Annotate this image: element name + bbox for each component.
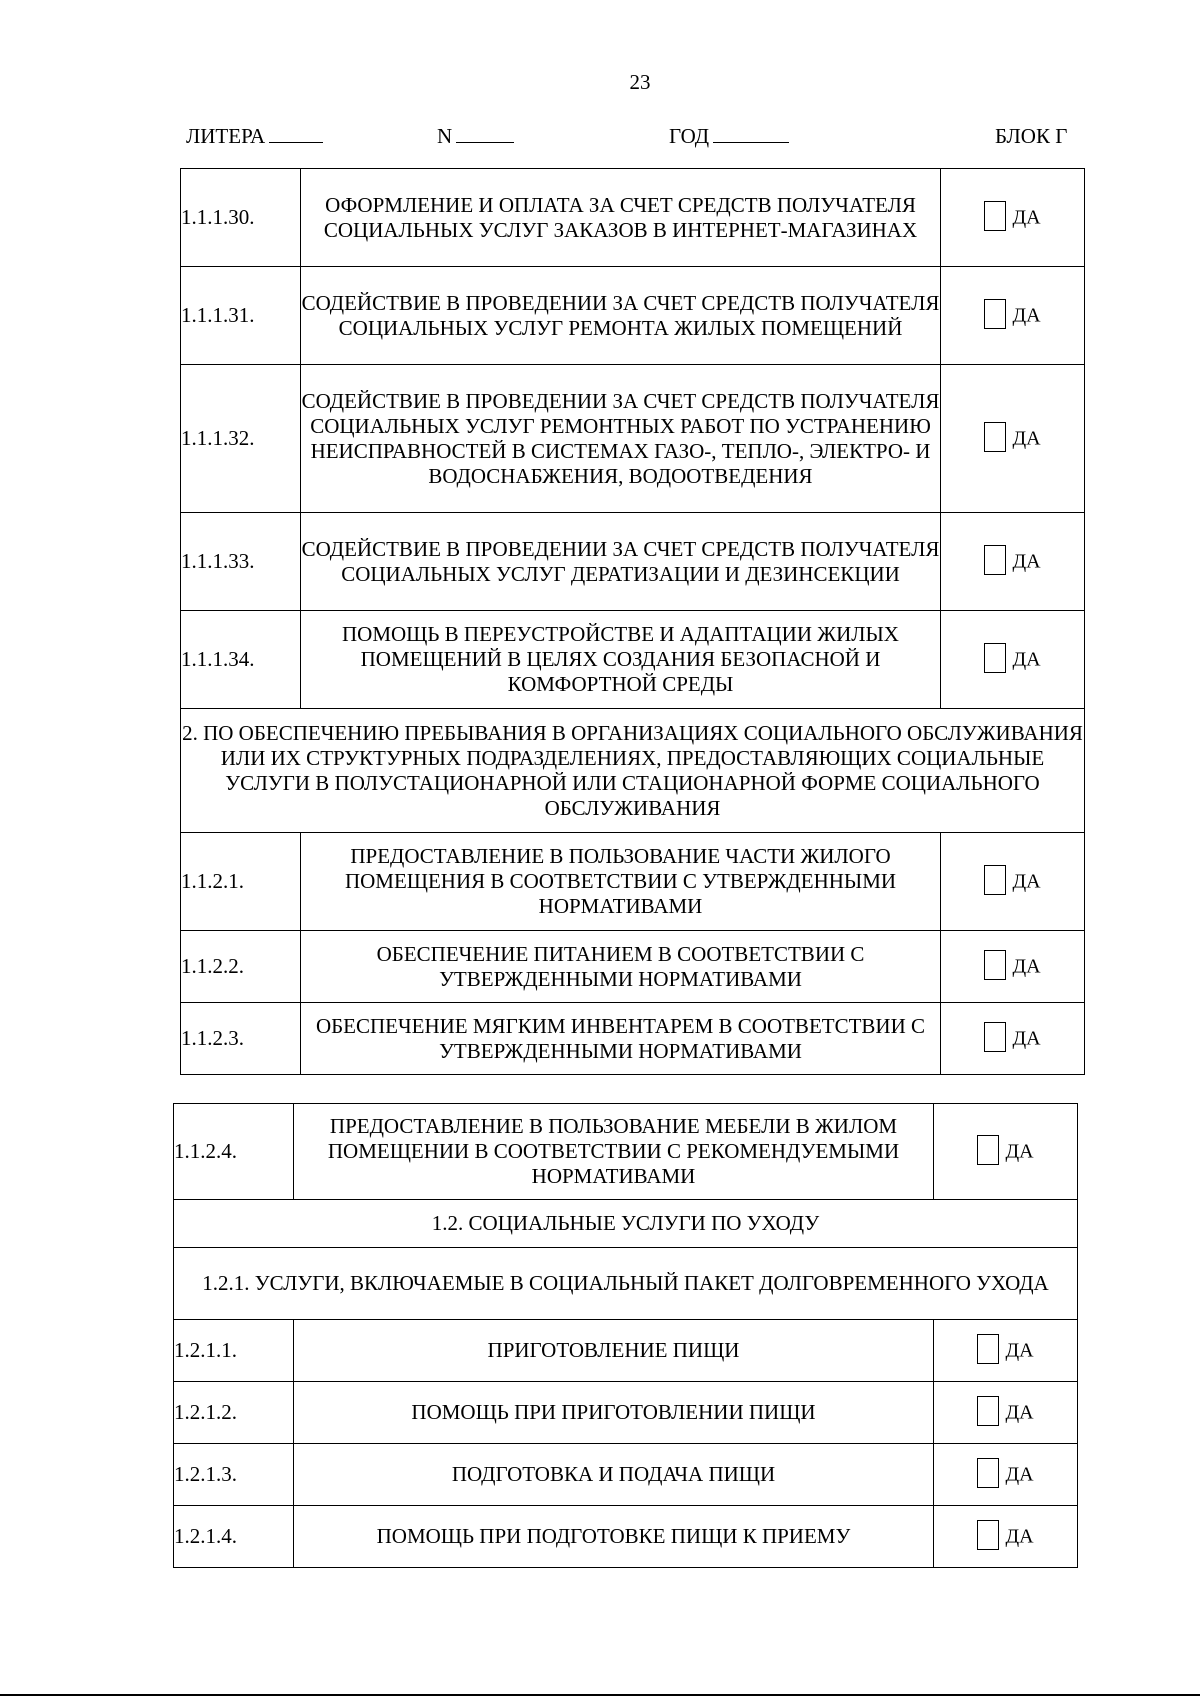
yes-checkbox[interactable] (984, 201, 1006, 231)
page-edge (0, 1694, 1200, 1696)
yes-option-cell (941, 1003, 1085, 1075)
yes-option-cell (941, 267, 1085, 365)
yes-option-cell (941, 931, 1085, 1003)
year-field[interactable] (713, 124, 789, 143)
yes-label: ДА (1012, 206, 1041, 228)
yes-option-cell (934, 1320, 1078, 1382)
section-row (181, 709, 1085, 833)
service-row (181, 931, 1085, 1003)
litera-label: ЛИТЕРА (186, 124, 323, 149)
service-row (181, 611, 1085, 709)
yes-option-cell (941, 169, 1085, 267)
service-row (174, 1320, 1078, 1382)
service-row (181, 833, 1085, 931)
yes-checkbox[interactable] (977, 1458, 999, 1488)
service-code: 1.2.1.3. (174, 1444, 294, 1506)
service-row (181, 513, 1085, 611)
yes-label: ДА (1005, 1525, 1034, 1547)
yes-checkbox[interactable] (984, 1022, 1006, 1052)
yes-checkbox[interactable] (977, 1396, 999, 1426)
yes-option-cell (934, 1444, 1078, 1506)
yes-label: ДА (1012, 955, 1041, 977)
service-description: ПОМОЩЬ В ПЕРЕУСТРОЙСТВЕ И АДАПТАЦИИ ЖИЛЫХ ПОМЕЩЕНИЙ В ЦЕЛЯХ СОЗДАНИЯ БЕЗОПАСНОЙ И КОМФОРТНОЙ СРЕДЫ (301, 611, 941, 709)
section-heading: 1.2. СОЦИАЛЬНЫЕ УСЛУГИ ПО УХОДУ (174, 1200, 1078, 1248)
service-row (181, 365, 1085, 513)
yes-option-cell (941, 611, 1085, 709)
yes-checkbox[interactable] (984, 865, 1006, 895)
service-code: 1.2.1.1. (174, 1320, 294, 1382)
service-row (174, 1506, 1078, 1568)
service-description: ПОМОЩЬ ПРИ ПОДГОТОВКЕ ПИЩИ К ПРИЕМУ (294, 1506, 934, 1568)
service-code: 1.1.1.33. (181, 513, 301, 611)
service-code: 1.1.2.3. (181, 1003, 301, 1075)
service-description: ОБЕСПЕЧЕНИЕ ПИТАНИЕМ В СООТВЕТСТВИИ С УТВЕРЖДЕННЫМИ НОРМАТИВАМИ (301, 931, 941, 1003)
litera-field[interactable] (269, 124, 323, 143)
yes-checkbox[interactable] (977, 1520, 999, 1550)
service-description: СОДЕЙСТВИЕ В ПРОВЕДЕНИИ ЗА СЧЕТ СРЕДСТВ ПОЛУЧАТЕЛЯ СОЦИАЛЬНЫХ УСЛУГ РЕМОНТА ЖИЛЫХ ПОМЕЩЕНИЙ (301, 267, 941, 365)
section-heading: 2. ПО ОБЕСПЕЧЕНИЮ ПРЕБЫВАНИЯ В ОРГАНИЗАЦИЯХ СОЦИАЛЬНОГО ОБСЛУЖИВАНИЯ ИЛИ ИХ СТРУКТУРНЫХ ПОДРАЗДЕЛЕНИЯХ, ПРЕДОСТАВЛЯЮЩИХ СОЦИАЛЬНЫЕ УСЛУГИ В ПОЛУСТАЦИОНАРНОЙ ИЛИ СТАЦИОНАРНОЙ ФОРМЕ СОЦИАЛЬНОГО ОБСЛУЖИВАНИЯ (181, 709, 1085, 833)
service-row (181, 267, 1085, 365)
service-description: ПОДГОТОВКА И ПОДАЧА ПИЩИ (294, 1444, 934, 1506)
yes-checkbox[interactable] (984, 545, 1006, 575)
yes-option-cell (934, 1382, 1078, 1444)
yes-label: ДА (1012, 304, 1041, 326)
yes-option-cell (934, 1506, 1078, 1568)
service-code: 1.1.1.30. (181, 169, 301, 267)
section-row (174, 1200, 1078, 1248)
yes-label: ДА (1005, 1401, 1034, 1423)
service-description: ОБЕСПЕЧЕНИЕ МЯГКИМ ИНВЕНТАРЕМ В СООТВЕТСТВИИ С УТВЕРЖДЕННЫМИ НОРМАТИВАМИ (301, 1003, 941, 1075)
service-row (174, 1444, 1078, 1506)
yes-option-cell (941, 513, 1085, 611)
section-heading: 1.2.1. УСЛУГИ, ВКЛЮЧАЕМЫЕ В СОЦИАЛЬНЫЙ ПАКЕТ ДОЛГОВРЕМЕННОГО УХОДА (174, 1248, 1078, 1320)
service-code: 1.1.2.4. (174, 1104, 294, 1200)
yes-checkbox[interactable] (984, 299, 1006, 329)
yes-label: ДА (1012, 870, 1041, 892)
service-description: ПРЕДОСТАВЛЕНИЕ В ПОЛЬЗОВАНИЕ МЕБЕЛИ В ЖИЛОМ ПОМЕЩЕНИИ В СООТВЕТСТВИИ С РЕКОМЕНДУЕМЫМИ НОРМАТИВАМИ (294, 1104, 934, 1200)
service-row (181, 1003, 1085, 1075)
yes-label: ДА (1005, 1463, 1034, 1485)
service-code: 1.1.2.2. (181, 931, 301, 1003)
service-description: ПОМОЩЬ ПРИ ПРИГОТОВЛЕНИИ ПИЩИ (294, 1382, 934, 1444)
yes-label: ДА (1012, 550, 1041, 572)
yes-option-cell (934, 1104, 1078, 1200)
yes-checkbox[interactable] (984, 643, 1006, 673)
page-number: 23 (629, 70, 651, 94)
yes-label: ДА (1012, 1027, 1041, 1049)
yes-label: ДА (1012, 648, 1041, 670)
service-code: 1.2.1.4. (174, 1506, 294, 1568)
service-row (181, 169, 1085, 267)
service-description: ПРЕДОСТАВЛЕНИЕ В ПОЛЬЗОВАНИЕ ЧАСТИ ЖИЛОГО ПОМЕЩЕНИЯ В СООТВЕТСТВИИ С УТВЕРЖДЕННЫМИ НОРМАТИВАМИ (301, 833, 941, 931)
service-description: СОДЕЙСТВИЕ В ПРОВЕДЕНИИ ЗА СЧЕТ СРЕДСТВ ПОЛУЧАТЕЛЯ СОЦИАЛЬНЫХ УСЛУГ ДЕРАТИЗАЦИИ И ДЕЗИНСЕКЦИИ (301, 513, 941, 611)
year-label: ГОД (669, 124, 789, 149)
yes-checkbox[interactable] (977, 1334, 999, 1364)
n-field[interactable] (456, 124, 514, 143)
service-code: 1.1.1.34. (181, 611, 301, 709)
yes-option-cell (941, 365, 1085, 513)
service-description: ПРИГОТОВЛЕНИЕ ПИЩИ (294, 1320, 934, 1382)
n-label: N (437, 124, 514, 149)
service-description: СОДЕЙСТВИЕ В ПРОВЕДЕНИИ ЗА СЧЕТ СРЕДСТВ ПОЛУЧАТЕЛЯ СОЦИАЛЬНЫХ УСЛУГ РЕМОНТНЫХ РАБОТ ПО УСТРАНЕНИЮ НЕИСПРАВНОСТЕЙ В СИСТЕМАХ ГАЗО-, ТЕПЛО-, ЭЛЕКТРО- И ВОДОСНАБЖЕНИЯ, ВОДООТВЕДЕНИЯ (301, 365, 941, 513)
service-row (174, 1104, 1078, 1200)
service-code: 1.2.1.2. (174, 1382, 294, 1444)
yes-label: ДА (1005, 1140, 1034, 1162)
service-code: 1.1.2.1. (181, 833, 301, 931)
block-label: БЛОК Г (995, 124, 1068, 148)
yes-label: ДА (1012, 427, 1041, 449)
services-table-1 (180, 168, 1085, 1075)
services-table-2 (173, 1103, 1078, 1568)
yes-option-cell (941, 833, 1085, 931)
yes-checkbox[interactable] (977, 1135, 999, 1165)
service-row (174, 1382, 1078, 1444)
section-row (174, 1248, 1078, 1320)
yes-checkbox[interactable] (984, 950, 1006, 980)
service-code: 1.1.1.31. (181, 267, 301, 365)
service-description: ОФОРМЛЕНИЕ И ОПЛАТА ЗА СЧЕТ СРЕДСТВ ПОЛУЧАТЕЛЯ СОЦИАЛЬНЫХ УСЛУГ ЗАКАЗОВ В ИНТЕРНЕТ-МАГАЗИНАХ (301, 169, 941, 267)
yes-checkbox[interactable] (984, 422, 1006, 452)
service-code: 1.1.1.32. (181, 365, 301, 513)
yes-label: ДА (1005, 1339, 1034, 1361)
